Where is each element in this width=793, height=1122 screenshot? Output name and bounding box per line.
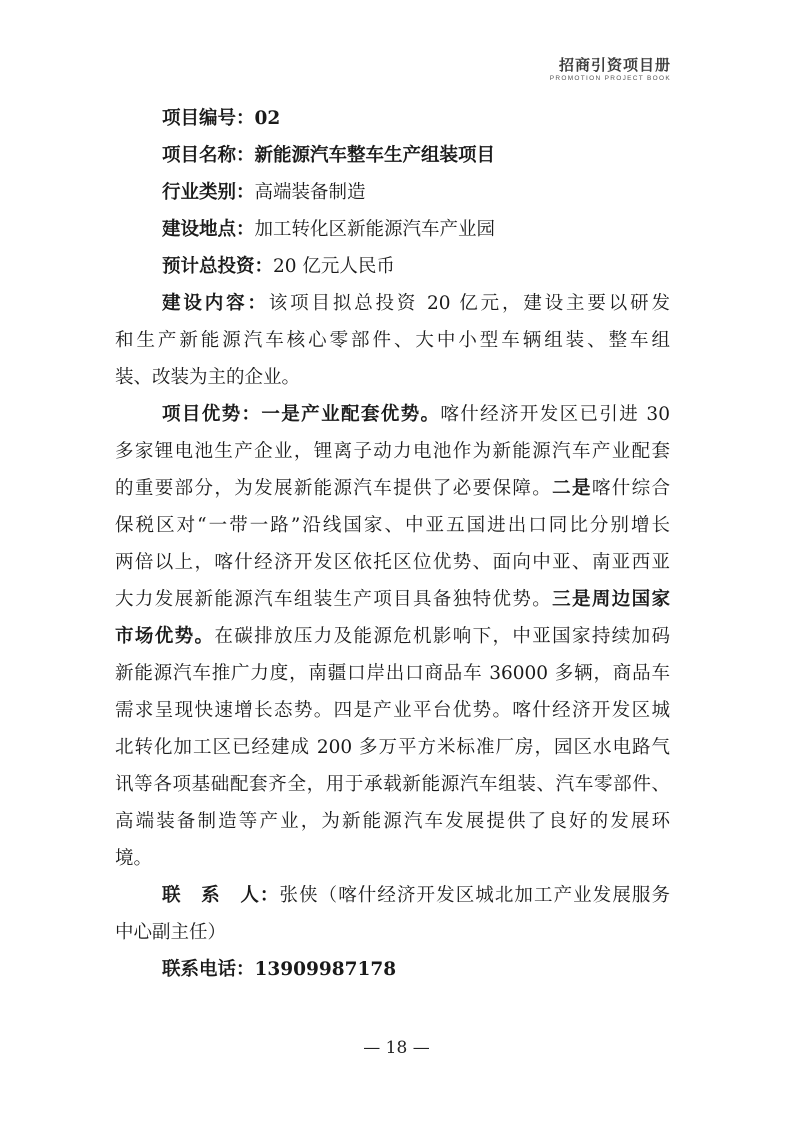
industry-category (115, 174, 670, 211)
advantages-text-1: 喀什经济开发区已引进 30 (440, 404, 670, 425)
contact-phone (115, 951, 670, 988)
contact-person-line-1 (115, 877, 670, 914)
industry-label: 行业类别： (162, 182, 255, 203)
header-title: 招商引资项目册 (558, 56, 671, 74)
header-subtitle: PROMOTION PROJECT BOOK (549, 75, 671, 82)
advantages-line-12: 高端装备制造等产业，为新能源汽车发展提供了良好的发展环 (115, 811, 670, 832)
content-text-1: 该项目拟总投资 20 亿元，建设主要以研发 (268, 293, 670, 314)
contact-person-line-2: 中心副主任） (115, 922, 227, 943)
contact-phone-label: 联系电话： (162, 959, 255, 980)
advantages-line-11: 讯等各项基础配套齐全，用于承载新能源汽车组装、汽车零部件、 (115, 774, 670, 795)
project-name (115, 137, 670, 174)
advantage-heading-3b: 市场优势。 (115, 626, 215, 647)
construction-location (115, 211, 670, 248)
contact-person-label: 联 系 人： (162, 885, 280, 906)
location-label: 建设地点： (162, 219, 255, 240)
advantages-line-9: 需求呈现快速增长态势。四是产业平台优势。喀什经济开发区城 (115, 700, 670, 721)
advantages-line-4: 保税区对“一带一路”沿线国家、中亚五国进出口同比分别增长 (115, 515, 670, 536)
advantages-line-6 (115, 581, 670, 618)
advantages-line-10: 北转化加工区已经建成 200 多万平方米标准厂房，园区水电路气 (115, 737, 670, 758)
advantages-line-5: 两倍以上，喀什经济开发区依托区位优势、面向中亚、南亚西亚 (115, 552, 670, 573)
investment-value: 20 亿元人民币 (273, 256, 395, 277)
total-investment (115, 248, 670, 285)
advantage-heading-2: 二是 (552, 478, 592, 499)
advantages-text-6a: 大力发展新能源汽车组装生产项目具备独特优势。 (115, 589, 553, 610)
document-body (115, 100, 670, 988)
advantage-heading-1: 一是产业配套优势。 (261, 404, 441, 425)
contact-phone-value: 13909987178 (254, 959, 397, 980)
project-name-label: 项目名称： (162, 145, 255, 166)
project-number (115, 100, 670, 137)
advantages-line-1 (115, 396, 670, 433)
advantages-label: 项目优势： (162, 404, 262, 425)
advantages-line-2: 多家锂电池生产企业，锂离子动力电池作为新能源汽车产业配套 (115, 441, 670, 462)
project-number-label: 项目编号： (162, 108, 255, 129)
running-header (550, 54, 671, 82)
content-line-3: 装、改装为主的企业。 (115, 367, 301, 388)
content-line-1 (115, 285, 670, 322)
advantages-text-7: 在碳排放压力及能源危机影响下，中亚国家持续加码 (214, 626, 670, 647)
advantage-heading-3a: 三是周边国家 (552, 589, 670, 610)
content-label: 建设内容： (162, 293, 269, 314)
advantages-line-3 (115, 470, 670, 507)
advantages-line-7 (115, 618, 670, 655)
advantages-text-3a: 的重要部分，为发展新能源汽车提供了必要保障。 (115, 478, 553, 499)
contact-person-text: 张侠（喀什经济开发区城北加工产业发展服务 (279, 885, 670, 906)
advantages-line-8: 新能源汽车推广力度，南疆口岸出口商品车 36000 多辆，商品车 (115, 663, 670, 684)
project-name-value: 新能源汽车整车生产组装项目 (254, 145, 496, 166)
project-number-value: 02 (254, 108, 281, 129)
content-line-2: 和生产新能源汽车核心零部件、大中小型车辆组装、整车组 (115, 330, 670, 351)
advantages-text-3b: 喀什综合 (591, 478, 670, 499)
investment-label: 预计总投资： (162, 256, 274, 277)
advantages-line-13: 境。 (115, 848, 153, 869)
page-number: — 18 — (363, 1038, 430, 1058)
industry-value: 高端装备制造 (254, 182, 366, 203)
location-value: 加工转化区新能源汽车产业园 (254, 219, 496, 240)
